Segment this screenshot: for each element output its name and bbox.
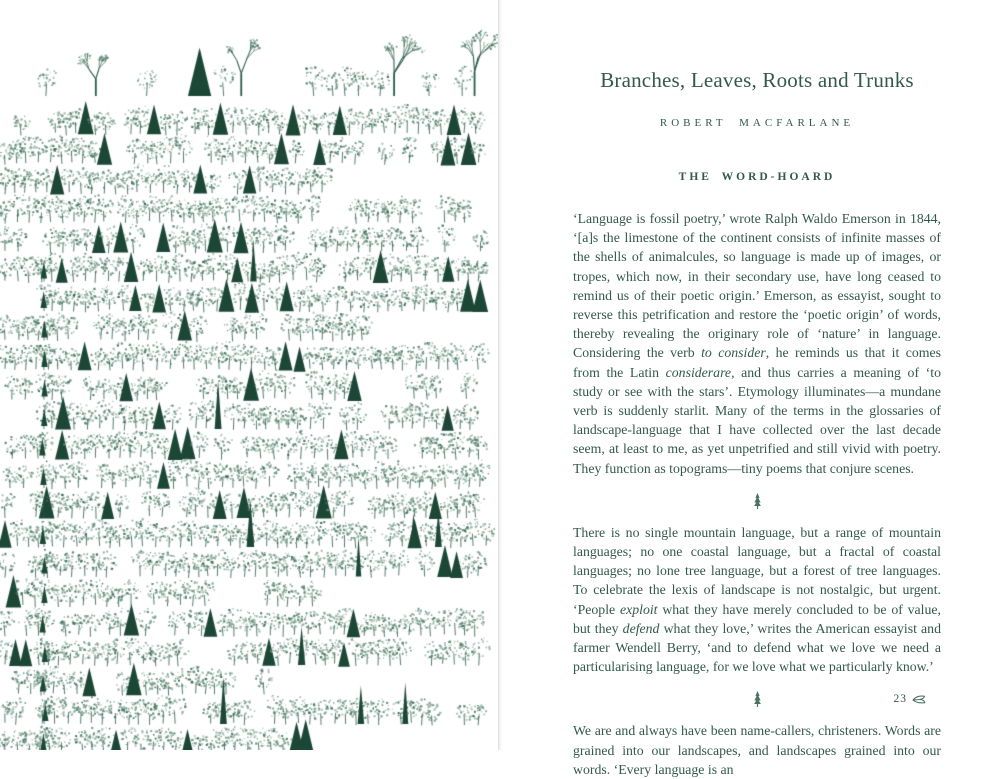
paragraph: We are and always have been name-callers, christeners. Words are grained into our landscapes, and landscapes grained into our words. ‘Every language is an <box>573 723 941 777</box>
left-page <box>0 0 498 750</box>
section-divider <box>573 493 941 509</box>
forest-illustration <box>0 0 498 750</box>
right-page <box>503 0 1000 777</box>
tree-ornament-icon <box>752 493 763 509</box>
paragraph: ‘Language is fossil poetry,’ wrote Ralph Waldo Emerson in 1844, ‘[a]s the limestone of the continent consists of infinite masses of the shells of animalcules, so language is made up of images, or tropes, which now, in their secondary use, have long ceased to remind us of their poetic origin.’ Emerson, as essayist, sought to reverse this petrification and restore the ‘poetic origin’ of words, thereby revealing the originary role of ‘nature’ in language. Considering the verb to consider, he reminds us that it comes from the Latin considerare, and thus carries a meaning of ‘to study or see with the stars’. Etymology illuminates—a mundane verb is suddenly starlit. Many of the terms in the glossaries of landscape-language that I have collected over the last decade seem, at least to me, as yet unpetrified and still vivid with poetry. They function as topograms—tiny poems that conjure scenes. <box>573 211 941 476</box>
text-column <box>573 68 941 779</box>
paragraph: There is no single mountain language, but a range of mountain languages; no one coastal language, but a fractal of coastal languages; no lone tree language, but a forest of tree languages. To celebrate the lexis of landscape is not nostalgic, but urgent. ‘People exploit what they have merely concluded to be of value, but they defend what they love,’ writes the American essayist and farmer Wendell Berry, ‘and to defend what we love we need a particularising language, for we love what we particularly know.’ <box>573 524 941 675</box>
chapter-title: Branches, Leaves, Roots and Trunks <box>600 68 914 92</box>
chapter-author: ROBERT MACFARLANE <box>659 117 855 129</box>
folio <box>894 693 927 705</box>
page-number: 23 <box>893 693 907 705</box>
leaf-ornament-icon <box>912 694 926 705</box>
section-divider <box>573 691 941 707</box>
section-heading: THE WORD-HOARD <box>678 171 836 183</box>
tree-ornament-icon <box>752 691 763 707</box>
